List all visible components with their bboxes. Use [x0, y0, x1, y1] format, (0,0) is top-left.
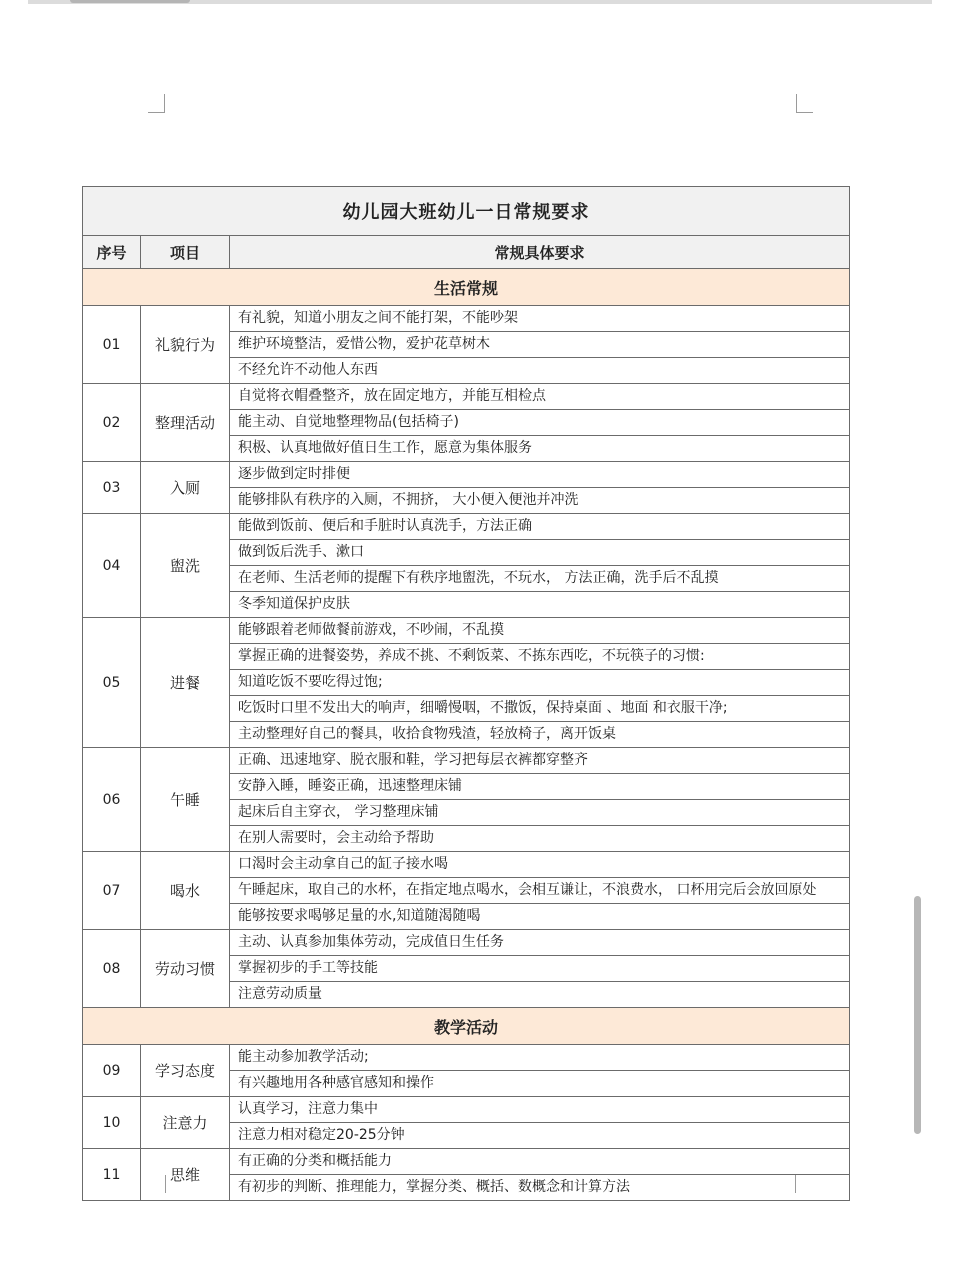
- row-item: 喝水: [141, 852, 230, 930]
- requirement-text: 认真学习，注意力集中: [230, 1097, 850, 1123]
- requirement-text: 有礼貌，知道小朋友之间不能打架，不能吵架: [230, 306, 850, 332]
- requirement-text: 正确、迅速地穿、脱衣服和鞋，学习把每层衣裤都穿整齐: [230, 748, 850, 774]
- row-item: 思维: [141, 1149, 230, 1201]
- requirement-text: 吃饭时口里不发出大的响声，细嚼慢咽，不撒饭，保持桌面 、地面 和衣服干净;: [230, 696, 850, 722]
- row-item: 入厕: [141, 462, 230, 514]
- row-item: 注意力: [141, 1097, 230, 1149]
- requirement-text: 安静入睡，睡姿正确，迅速整理床铺: [230, 774, 850, 800]
- table-row: [83, 462, 850, 488]
- table-row: [83, 618, 850, 644]
- requirement-text: 能做到饭前、便后和手脏时认真洗手，方法正确: [230, 514, 850, 540]
- requirement-text: 能够排队有秩序的入厕，不拥挤， 大小便入便池并冲洗: [230, 488, 850, 514]
- requirement-text: 主动、认真参加集体劳动，完成值日生任务: [230, 930, 850, 956]
- requirement-text: 自觉将衣帽叠整齐，放在固定地方，并能互相检点: [230, 384, 850, 410]
- section-row: [83, 1008, 850, 1045]
- row-number: 03: [83, 462, 141, 514]
- table-row: [83, 514, 850, 540]
- table-row: [83, 748, 850, 774]
- header-requirements: 常规具体要求: [230, 236, 850, 269]
- requirement-text: 冬季知道保护皮肤: [230, 592, 850, 618]
- requirement-text: 能主动、自觉地整理物品(包括椅子): [230, 410, 850, 436]
- header-row: [83, 236, 850, 269]
- table-row: [83, 384, 850, 410]
- page-corner-mark-top-right: [796, 94, 813, 113]
- document-title: 幼儿园大班幼儿一日常规要求: [83, 187, 850, 236]
- window-tab: [70, 0, 190, 3]
- row-item: 盥洗: [141, 514, 230, 618]
- requirement-text: 午睡起床，取自己的水杯，在指定地点喝水，会相互谦让，不浪费水， 口杯用完后会放回原处: [230, 878, 850, 904]
- requirement-text: 有初步的判断、推理能力，掌握分类、概括、数概念和计算方法: [230, 1175, 850, 1201]
- requirement-text: 在老师、生活老师的提醒下有秩序地盥洗，不玩水， 方法正确，洗手后不乱摸: [230, 566, 850, 592]
- row-number: 06: [83, 748, 141, 852]
- requirement-text: 注意力相对稳定20-25分钟: [230, 1123, 850, 1149]
- section-title: 教学活动: [83, 1008, 850, 1045]
- row-number: 02: [83, 384, 141, 462]
- row-item: 进餐: [141, 618, 230, 748]
- requirement-text: 积极、认真地做好值日生工作，愿意为集体服务: [230, 436, 850, 462]
- table-row: [83, 1097, 850, 1123]
- row-number: 05: [83, 618, 141, 748]
- requirement-text: 注意劳动质量: [230, 982, 850, 1008]
- requirement-text: 不经允许不动他人东西: [230, 358, 850, 384]
- table-row: [83, 930, 850, 956]
- table-row: [83, 852, 850, 878]
- requirement-text: 能主动参加教学活动;: [230, 1045, 850, 1071]
- requirement-text: 逐步做到定时排便: [230, 462, 850, 488]
- requirement-text: 起床后自主穿衣， 学习整理床铺: [230, 800, 850, 826]
- requirement-text: 有正确的分类和概括能力: [230, 1149, 850, 1175]
- title-row: [83, 187, 850, 236]
- table-row: [83, 306, 850, 332]
- requirement-text: 知道吃饭不要吃得过饱;: [230, 670, 850, 696]
- row-item: 午睡: [141, 748, 230, 852]
- requirement-text: 维护环境整洁，爱惜公物，爱护花草树木: [230, 332, 850, 358]
- requirement-text: 能够按要求喝够足量的水,知道随渴随喝: [230, 904, 850, 930]
- header-item: 项目: [141, 236, 230, 269]
- table-row: [83, 1045, 850, 1071]
- requirement-text: 口渴时会主动拿自己的缸子接水喝: [230, 852, 850, 878]
- routine-requirements-table: [82, 186, 850, 1201]
- table-row: [83, 1149, 850, 1175]
- requirement-text: 主动整理好自己的餐具，收拾食物残渣，轻放椅子，离开饭桌: [230, 722, 850, 748]
- requirement-text: 掌握初步的手工等技能: [230, 956, 850, 982]
- requirement-text: 有兴趣地用各种感官感知和操作: [230, 1071, 850, 1097]
- row-number: 11: [83, 1149, 141, 1201]
- requirement-text: 在别人需要时，会主动给予帮助: [230, 826, 850, 852]
- row-number: 10: [83, 1097, 141, 1149]
- row-number: 08: [83, 930, 141, 1008]
- requirement-text: 掌握正确的进餐姿势，养成不挑、不剩饭菜、不拣东西吃，不玩筷子的习惯:: [230, 644, 850, 670]
- header-number: 序号: [83, 236, 141, 269]
- vertical-scrollbar[interactable]: [914, 896, 921, 1134]
- section-row: [83, 269, 850, 306]
- requirement-text: 做到饭后洗手、漱口: [230, 540, 850, 566]
- row-item: 学习态度: [141, 1045, 230, 1097]
- section-title: 生活常规: [83, 269, 850, 306]
- requirement-text: 能够跟着老师做餐前游戏，不吵闹，不乱摸: [230, 618, 850, 644]
- row-item: 整理活动: [141, 384, 230, 462]
- row-number: 07: [83, 852, 141, 930]
- row-number: 04: [83, 514, 141, 618]
- row-item: 礼貌行为: [141, 306, 230, 384]
- page-corner-mark-top-left: [148, 94, 165, 113]
- row-item: 劳动习惯: [141, 930, 230, 1008]
- row-number: 09: [83, 1045, 141, 1097]
- row-number: 01: [83, 306, 141, 384]
